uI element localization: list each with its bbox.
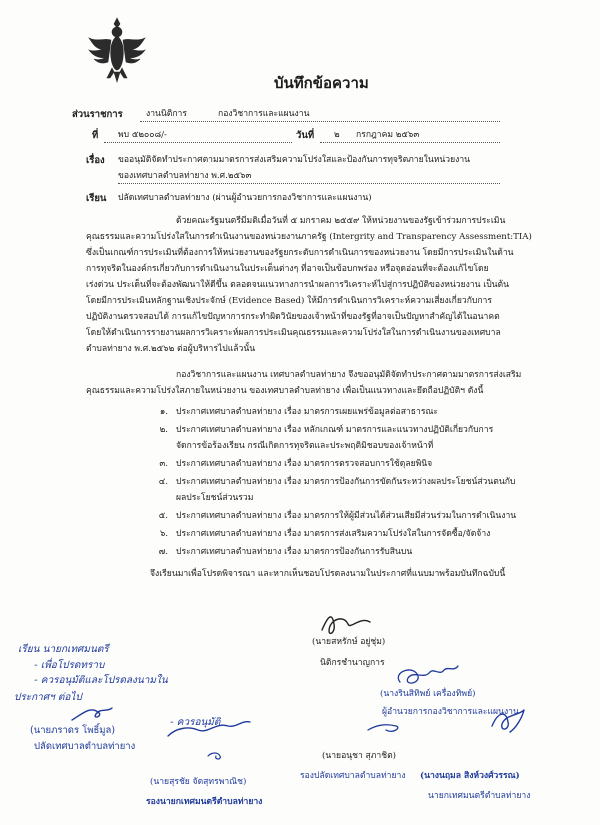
signer-1-name: (นายสหรักษ์ อยู่ชุ่ม): [312, 637, 386, 647]
signer-5-name: (นายสุรชัย จัดสุทรพาณิช): [150, 777, 247, 787]
paragraph-line: คุณธรรมและความโปร่งใสภายในหน่วยงาน ของเทศบาลตำบลท่ายาง เพื่อเป็นแนวทางและยึดถือปฏิบัติฯ ดังนี้: [86, 386, 484, 396]
agency-label: ส่วนราชการ: [72, 109, 123, 120]
ref-dotted-line: [104, 142, 292, 143]
handwritten-approve: - ควรอนุมัติ: [170, 717, 221, 728]
signature-hand-s2: [72, 708, 112, 720]
date-day: ๒: [334, 130, 340, 140]
subject-label: เรื่อง: [86, 155, 105, 166]
agency-dotted-line: [140, 121, 500, 122]
signer-4-name: (นางนฤมล สิงห์วงศ์วรรณ): [420, 771, 520, 781]
paragraph-line: ตำบลท่ายาง พ.ศ.๒๕๖๒ ต่อผู้บริหารไปแล้วนั้น: [86, 344, 256, 354]
closing-line: จึงเรียนมาเพื่อโปรดพิจารณา และหากเห็นชอบโปรดลงนามในประกาศที่แนบมาพร้อมบันทึกฉบับนี้: [150, 569, 506, 579]
paragraph-line: เร่งด่วน ประเด็นที่จะต้องพัฒนาให้ดีขึ้น ตลอดจนแนวทางการนำผลการวิเคราะห์ไปสู่การปฏิบัติของหน่วยงาน เป็นต้น: [86, 280, 510, 290]
page-title: บันทึกข้อความ: [274, 74, 369, 92]
subject-line-2: ของเทศบาลตำบลท่ายาง พ.ศ.๒๕๖๓: [118, 171, 252, 181]
list-item: ประกาศเทศบาลตำบลท่ายาง เรื่อง มาตรการตรวจสอบการใช้ดุลยพินิจ: [176, 459, 433, 469]
list-item: ประกาศเทศบาลตำบลท่ายาง เรื่อง มาตรการป้องกันการขัดกันระหว่างผลประโยชน์ส่วนตนกับ: [176, 477, 516, 487]
paragraph-line: กองวิชาการและแผนงาน เทศบาลตำบลท่ายาง จึงขออนุมัติจัดทำประกาศตามมาตรการส่งเสริม: [176, 370, 522, 380]
paragraph-line: โดยให้ดำเนินการรายงานผลการวิเคราะห์ผลการประเมินคุณธรรมและความโปร่งใสในการดำเนินงานของเทศบาล: [86, 328, 501, 338]
list-item: ประกาศเทศบาลตำบลท่ายาง เรื่อง มาตรการส่งเสริมความโปร่งใสในการจัดซื้อ/จัดจ้าง: [176, 529, 491, 539]
handwritten-note-3: ประกาศฯ ต่อไป: [14, 692, 82, 703]
date-month-year: กรกฎาคม ๒๕๖๓: [356, 130, 420, 140]
list-item-number: ๗.: [158, 547, 168, 557]
ref-value: พบ ๕๒๐๐๘/-: [118, 130, 167, 140]
to-value: ปลัดเทศบาลตำบลท่ายาง (ผ่านผู้อำนวยการกองวิชาการและแผนงาน): [118, 193, 372, 203]
list-item-continuation: จัดการข้อร้องเรียน กรณีเกิดการทุจริตและประพฤติมิชอบของเจ้าหน้าที่: [176, 441, 434, 451]
garuda-emblem-icon: [84, 14, 150, 86]
list-item: ประกาศเทศบาลตำบลท่ายาง เรื่อง มาตรการให้ผู้มีส่วนได้ส่วนเสียมีส่วนร่วมในการดำเนินงาน: [176, 511, 517, 521]
paragraph-line: ด้วยคณะรัฐมนตรีมีมติเมื่อวันที่ ๕ มกราคม ๒๕๕๙ ให้หน่วยงานของรัฐเข้าร่วมการประเมิน: [176, 216, 506, 226]
handwritten-signer-name: (นายภราดร โพธิ์มูล): [30, 725, 116, 736]
signature-marks: [0, 570, 600, 825]
handwritten-note-1: - เพื่อโปรดทราบ: [34, 660, 105, 671]
agency-value: งานนิติการ: [146, 109, 187, 119]
signer-3-title: รองปลัดเทศบาลตำบลท่ายาง: [300, 771, 406, 781]
signer-2-name: (นางรินสิทิพย์ เครื่องทิพย์): [380, 689, 476, 699]
signer-1-title: นิติกรชำนาญการ: [320, 658, 385, 668]
signature-s1: [322, 617, 370, 634]
handwritten-signer-title: ปลัดเทศบาลตำบลท่ายาง: [34, 741, 136, 752]
to-label: เรียน: [86, 193, 107, 204]
handwritten-to: เรียน นายกเทศมนตรี: [18, 644, 109, 655]
paragraph-line: คุณธรรมและความโปร่งใสในการดำเนินงานของหน่วยงานภาครัฐ (Intergrity and Transparency Assessment:TIA): [86, 232, 532, 242]
list-item-number: ๓.: [159, 459, 168, 469]
signature-s2: [398, 666, 458, 683]
list-item: ประกาศเทศบาลตำบลท่ายาง เรื่อง หลักเกณฑ์ มาตรการและแนวทางปฏิบัติเกี่ยวกับการ: [176, 425, 494, 435]
ref-label: ที่: [92, 130, 99, 141]
list-item-number: ๔.: [158, 477, 168, 487]
list-item-number: ๖.: [159, 529, 168, 539]
list-item-number: ๕.: [158, 511, 168, 521]
list-item-number: ๑.: [159, 407, 168, 417]
subject-dotted-line: [118, 183, 500, 184]
list-item: ประกาศเทศบาลตำบลท่ายาง เรื่อง มาตรการป้องกันการรับสินบน: [176, 547, 413, 557]
agency-division: กองวิชาการและแผนงาน: [218, 109, 310, 119]
paragraph-line: ซึ่งเป็นเกณฑ์การประเมินที่ต้องการให้หน่วยงานของรัฐยกระดับการดำเนินการของหน่วยงาน โดยมีการประเมินในด้าน: [86, 248, 514, 258]
signer-2-title: ผู้อำนวยการกองวิชาการและแผนงาน: [382, 707, 519, 717]
signature-s3: [368, 725, 398, 732]
signer-4-title: นายกเทศมนตรีตำบลท่ายาง: [428, 791, 531, 801]
subject-line-1: ขออนุมัติจัดทำประกาศตามมาตรการส่งเสริมความโปร่งใสและป้องกันการทุจริตภายในหน่วยงาน: [118, 155, 471, 165]
handwritten-note-2: - ควรอนุมัติและโปรดลงนามใน: [34, 675, 168, 686]
date-dotted-line: [320, 142, 500, 143]
list-item: ประกาศเทศบาลตำบลท่ายาง เรื่อง มาตรการเผยแพร่ข้อมูลต่อสาธารณะ: [176, 407, 439, 417]
signer-5-title: รองนายกเทศมนตรีตำบลท่ายาง: [146, 797, 263, 807]
paragraph-line: การทุจริตในองค์กรเกี่ยวกับการดำเนินงานในประเด็นต่างๆ ที่อาจเป็นข้อบกพร่อง หรือจุดอ่อนที่จะต้องแก้ไขโดย: [86, 264, 489, 274]
date-label: วันที่: [296, 130, 315, 141]
list-item-continuation: ผลประโยชน์ส่วนรวม: [176, 493, 254, 503]
paragraph-line: ปฏิบัติงานตรวจสอบได้ การแก้ไขปัญหาการกระทำผิดวินัยของเจ้าหน้าที่ของรัฐที่อาจเป็นปัญหาสำคัญได้ในอนาคต: [86, 312, 500, 322]
paragraph-line: โดยมีการประเมินหลักฐานเชิงประจักษ์ (Evidence Based) ให้มีการดำเนินการวิเคราะห์ความเสี่ยงเกี่ยวกับการ: [86, 296, 492, 306]
list-item-number: ๒.: [159, 425, 168, 435]
signer-3-name: (นายอนุชา สุภาชิต): [322, 751, 397, 761]
